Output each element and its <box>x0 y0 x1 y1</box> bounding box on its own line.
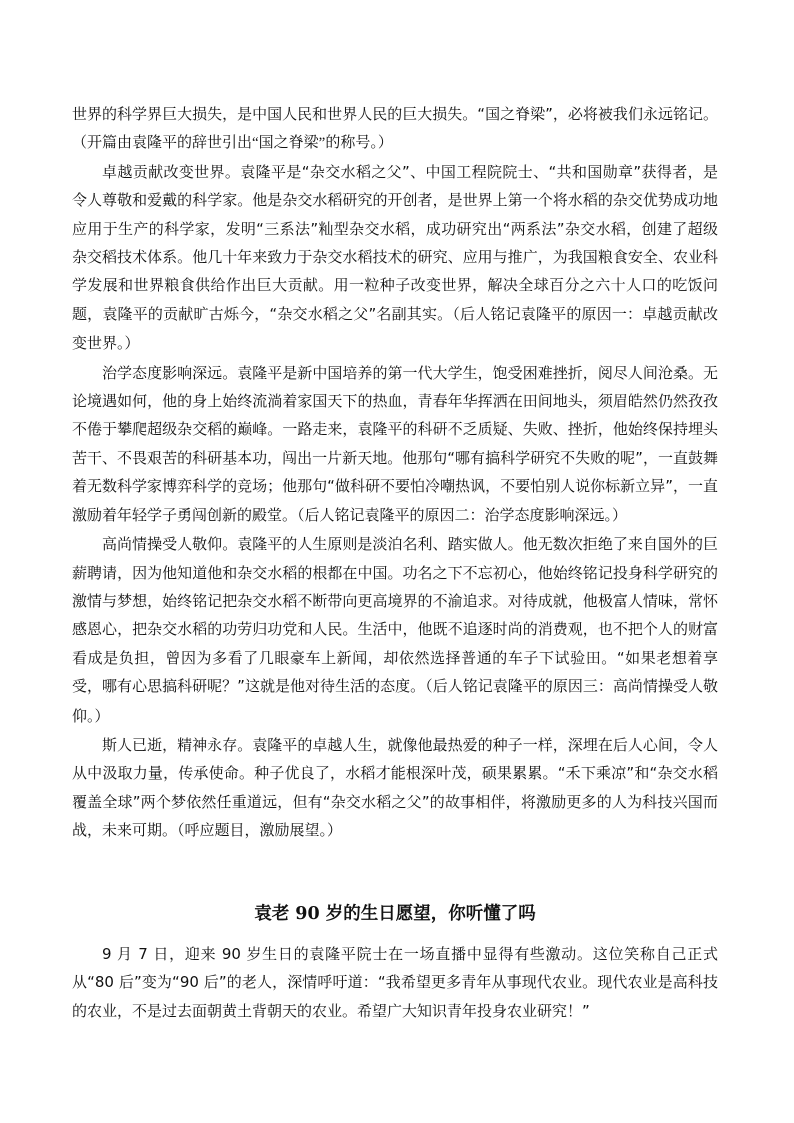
annotation-note: （呼应题目，激励展望。） <box>177 823 343 840</box>
paragraph-text: 治学态度影响深远。袁隆平是新中国培养的第一代大学生，饱受困难挫折，阅尽人间沧桑。无论境遇如何，他的身上始终流淌着家国天下的热血，青春年华挥洒在田间地头，须眉皓然仍然孜孜不倦于攀爬超级杂交稻的巅峰。一路走来，袁隆平的科研不乏质疑、失败、挫折，他始终保持埋头苦干、不畏艰苦的科研基本功，闯出一片新天地。他那句“哪有搞科学研究不失败的呢”，一直鼓舞着无数科学家博弈科学的竞场；他那句“做科研不要怕冷嘲热讽，不要怕别人说你标新立异”，一直激励着年轻学子勇闯创新的殿堂。 <box>72 363 718 524</box>
essay-body <box>72 100 718 846</box>
paragraph-attitude <box>72 359 718 530</box>
annotation-note: （后人铭记袁隆平的原因三：高尚情操受人敬仰。） <box>72 679 718 725</box>
annotation-note: （开篇由袁隆平的辞世引出“国之脊梁”的称号。） <box>72 135 393 152</box>
paragraph-intro-continuation <box>72 100 718 158</box>
paragraph-contribution <box>72 158 718 359</box>
paragraph-conclusion <box>72 731 718 846</box>
paragraph-text: 高尚情操受人敬仰。袁隆平的人生原则是淡泊名利、踏实做人。他无数次拒绝了来自国外的巨薪聘请，因为他知道他和杂交水稻的根都在中国。功名之下不忘初心，他始终铭记投身科学研究的激情与梦想，始终铭记把杂交水稻不断带向更高境界的不渝追求。对待成就，他极富人情味，常怀感恩心，把杂交水稻的功劳归功党和人民。生活中，他既不追逐时尚的消费观，也不把个人的财富看成是负担，曾因为多看了几眼豪车上新闻，却依然选择普通的车子下试验田。“如果老想着享受，哪有心思搞科研呢？”这就是他对待生活的态度。 <box>72 535 718 696</box>
paragraph-text: 卓越贡献改变世界。袁隆平是“杂交水稻之父”、中国工程院院士、“共和国勋章”获得者，是令人尊敬和爱戴的科学家。他是杂交水稻研究的开创者，是世界上第一个将水稻的杂交优势成功地应用于生产的科学家，发明“三系法”籼型杂交水稻，成功研究出“两系法”杂交水稻，创建了超级杂交稻技术体系。他几十年来致力于杂交水稻技术的研究、应用与推广，为我国粮食安全、农业科学发展和世界粮食供给作出巨大贡献。用一粒种子改变世界，解决全球百分之六十人口的吃饭问题，袁隆平的贡献旷古烁今，“杂交水稻之父”名副其实。 <box>72 162 718 323</box>
article-body <box>72 940 718 1025</box>
article-title: 袁老 90 岁的生日愿望，你听懂了吗 <box>254 904 536 924</box>
paragraph-text: 斯人已逝，精神永存。袁隆平的卓越人生，就像他最热爱的种子一样，深埋在后人心间，令人从中汲取力量，传承使命。种子优良了，水稻才能根深叶茂，硕果累累。“禾下乘凉”和“杂交水稻覆盖全球”两个梦依然任重道远，但有“杂交水稻之父”的故事相伴，将激励更多的人为科技兴国而战，未来可期。 <box>72 735 718 840</box>
article-paragraph: 9 月 7 日，迎来 90 岁生日的袁隆平院士在一场直播中显得有些激动。这位笑称自己正式从“80 后”变为“90 后”的老人，深情呼吁道：“我希望更多青年从事现代农业。现代农业是高科技的农业，不是过去面朝黄土背朝天的农业。希望广大知识青年投身农业研究！” <box>72 945 718 1020</box>
paragraph-text: 世界的科学界巨大损失，是中国人民和世界人民的巨大损失。“国之脊梁”，必将被我们永远铭记。 <box>72 105 718 123</box>
annotation-note: （后人铭记袁隆平的原因二：治学态度影响深远。） <box>297 507 628 524</box>
paragraph-character <box>72 530 718 731</box>
annotation-note: （后人铭记袁隆平的原因一：卓越贡献改变世界。） <box>72 306 718 353</box>
